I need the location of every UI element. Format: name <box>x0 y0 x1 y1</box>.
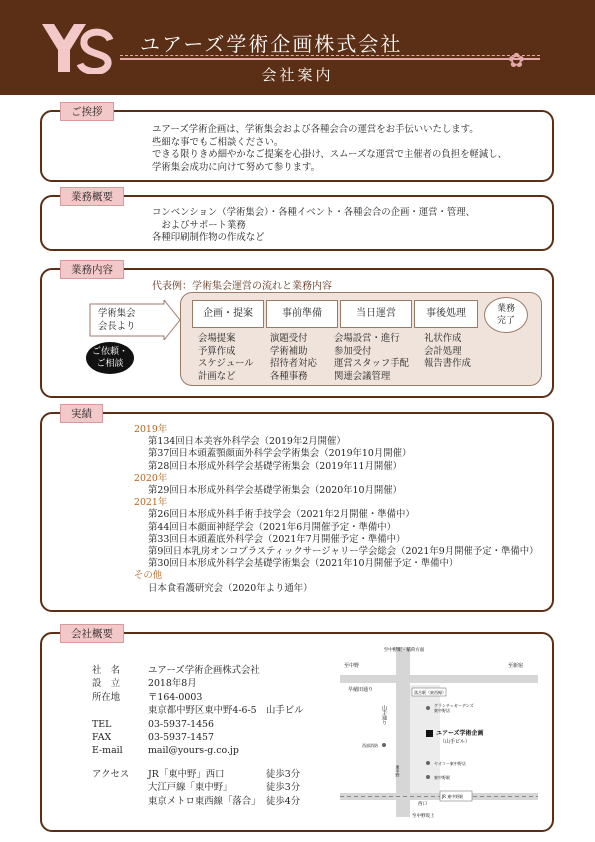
access-line: 大江戸線「東中野」 <box>148 782 233 794</box>
map-label-bottom: 至中野坂上 <box>412 814 435 819</box>
step-operation: 当日運営 <box>340 300 412 328</box>
map-label-higashinakano: 東中野 <box>395 765 401 777</box>
done-line: 完了 <box>496 316 515 326</box>
office-marker-icon <box>426 730 433 737</box>
achievement-item: 第134回日本美容外科学会（2019年2月開催） <box>148 436 346 448</box>
achievement-item: 第9回日本乳房オンコプラスティックサージャリー学会総会（2021年9月開催予定・準備中） <box>148 546 539 558</box>
task-item: 関連会議管理 <box>334 370 391 382</box>
task-item: 会計処理 <box>424 345 462 357</box>
business-text <box>152 207 475 245</box>
details-tag: 業務内容 <box>60 260 124 279</box>
greeting-line: 学術集会成功に向けて努めて参ります。 <box>152 161 321 173</box>
greeting-tag: ご挨拶 <box>60 102 114 121</box>
profile-value: 2018年8月 <box>148 678 197 690</box>
business-line: およびサポート業務 <box>152 219 246 231</box>
achievements-box <box>40 408 554 612</box>
map-label-nakano: 至中野 <box>344 663 360 669</box>
step-followup: 事後処理 <box>414 300 478 328</box>
access-line: 東京メトロ東西線「落合」 <box>148 795 261 807</box>
fire-station-marker-icon <box>382 743 386 747</box>
page-subtitle: 会社案内 <box>261 66 334 84</box>
map-label-garden: グランチェガーデンズ <box>434 703 474 708</box>
profile-value: mail@yours-g.co.jp <box>148 745 239 757</box>
profile-value: 03-5937-1457 <box>148 732 214 744</box>
map-label-nakano-station: 東中野駅 <box>434 775 450 780</box>
request-line: 会長より <box>98 320 136 332</box>
map-label-gate: 西口 <box>418 802 427 807</box>
access-map <box>340 645 538 820</box>
achievement-item: 第37回日本頭蓋顎顔面外科学会学術集会（2019年10月開催） <box>148 448 412 460</box>
greeting-text <box>152 124 507 174</box>
map-label-jr: JR 東中野駅 <box>442 794 464 799</box>
task-item: 学術補助 <box>270 345 308 357</box>
task-item: 各種事務 <box>270 370 308 382</box>
map-label-yamate: 山手通り <box>381 705 387 725</box>
achievements-list <box>134 424 538 595</box>
profile-value: 〒164-0003 <box>148 691 203 703</box>
profile-value: 東京都中野区東中野4-6-5 山手ビル <box>148 705 304 717</box>
ribbon-line <box>120 58 540 60</box>
year-label: その他 <box>134 570 163 582</box>
achievements-tag: 実績 <box>60 404 103 423</box>
request-arrow-icon <box>88 300 182 340</box>
company-name: ユアーズ学術企画株式会社 <box>140 32 403 56</box>
map-label-top: 至中野駅・稲荷方面 <box>383 648 425 653</box>
achievement-item: 第30回日本形成外科学会基礎学術集会（2021年10月開催予定・準備中） <box>148 558 459 570</box>
task-list-followup <box>424 333 471 371</box>
profile-label: 設 立 <box>92 678 121 690</box>
access-time: 徒歩3分 <box>266 782 301 794</box>
achievement-item: 日本食看護研究会（2020年より通年） <box>148 582 313 594</box>
task-item: 会場提案 <box>198 333 236 344</box>
year-label: 2019年 <box>134 424 168 435</box>
done-badge <box>484 297 528 333</box>
access-time: 徒歩4分 <box>266 795 301 807</box>
ribbon-bow-icon: ✿ <box>508 48 525 72</box>
achievement-item: 第44回日本顔面神経学会（2021年6月開催予定・準備中） <box>148 521 397 533</box>
greeting-line: ユアーズ学術企画は、学術集会および各種会合の運営をお手伝いいたします。 <box>152 124 479 135</box>
map-label-office: ユアーズ学術企画 <box>436 730 484 737</box>
waseda-road <box>340 675 538 683</box>
profile-label: 社 名 <box>92 665 121 676</box>
task-list-planning <box>198 333 254 383</box>
achievement-item: 第28回日本形成外科学会基礎学術集会（2019年11月開催） <box>148 460 402 472</box>
task-item: 参加受付 <box>334 345 372 357</box>
supermarket-marker-icon <box>426 761 430 765</box>
access-time: 徒歩3分 <box>266 768 301 780</box>
consult-line: ご相談 <box>96 359 124 369</box>
task-list-preparation <box>270 333 317 383</box>
consult-badge <box>86 342 134 374</box>
year-label: 2021年 <box>134 497 168 509</box>
task-item: 招待者対応 <box>270 358 317 370</box>
step-planning: 企画・提案 <box>192 300 264 328</box>
task-list-operation <box>334 333 409 383</box>
profile-label: E-mail <box>92 745 123 757</box>
profile-tag: 会社概要 <box>60 624 124 643</box>
yamate-road <box>396 647 410 817</box>
business-line: コンベンション（学術集会）・各種イベント・各種会合の企画・運営・管理、 <box>152 207 476 218</box>
station-marker-icon <box>426 775 430 779</box>
achievement-item: 第33回日本頭蓋底外科学会（2021年7月開催予定・準備中） <box>148 533 406 545</box>
map-label-shinjuku: 至新宿 <box>508 663 524 669</box>
garden-marker-icon <box>426 706 430 710</box>
map-label-police: 西部消防 <box>362 743 378 748</box>
greeting-line: 些細な事でもご相談ください。 <box>152 136 284 148</box>
task-item: 会場設営・進行 <box>334 333 400 344</box>
map-label-supermarket: ヤオコー東中野店 <box>434 761 466 766</box>
business-tag: 業務概要 <box>60 187 124 206</box>
profile-table <box>92 664 303 808</box>
task-item: 運営スタッフ手配 <box>334 358 410 370</box>
achievement-item: 第29回日本形成外科学会基礎学術集会（2020年10月開催） <box>148 485 402 497</box>
greeting-line: できる限りきめ細やかなご提案を心掛け、スムーズな運営で主催者の負担を軽減し、 <box>152 149 507 161</box>
achievement-item: 第26回日本形成外科手術手技学会（2021年2月開催・準備中） <box>148 509 415 521</box>
profile-label: FAX <box>92 732 112 744</box>
access-line: JR「東中野」西口 <box>148 768 225 780</box>
map-label-waseda: 早稲田通り <box>348 687 374 693</box>
task-item: 予算作成 <box>198 345 236 357</box>
step-preparation: 事前準備 <box>266 300 338 328</box>
task-item: 報告書作成 <box>424 358 471 370</box>
profile-value: 03-5937-1456 <box>148 718 214 730</box>
access-label: アクセス <box>92 768 130 780</box>
flow-title: 代表例：学術集会運営の流れと業務内容 <box>152 281 332 292</box>
business-box <box>40 191 554 251</box>
greeting-box <box>40 106 554 182</box>
consult-line: ご依頼・ <box>91 347 128 357</box>
profile-value: ユアーズ学術企画株式会社 <box>148 665 260 676</box>
task-item: スケジュール <box>198 358 254 370</box>
task-item: 計画など <box>198 370 236 382</box>
map-label-building: （山手ビル） <box>440 739 471 745</box>
done-line: 業務 <box>496 304 515 314</box>
business-line: 各種印刷制作物の作成など <box>152 232 265 244</box>
profile-label: TEL <box>92 718 112 730</box>
task-item: 礼状作成 <box>424 333 462 344</box>
profile-label: 所在地 <box>92 691 121 703</box>
map-label-branch: 東中野店 <box>434 708 450 713</box>
request-line: 学術集会 <box>98 308 136 319</box>
header-banner <box>0 0 595 95</box>
year-label: 2020年 <box>134 472 168 484</box>
task-item: 演題受付 <box>270 333 308 344</box>
map-label-ochiai: 落合駅（東西線） <box>414 690 446 695</box>
